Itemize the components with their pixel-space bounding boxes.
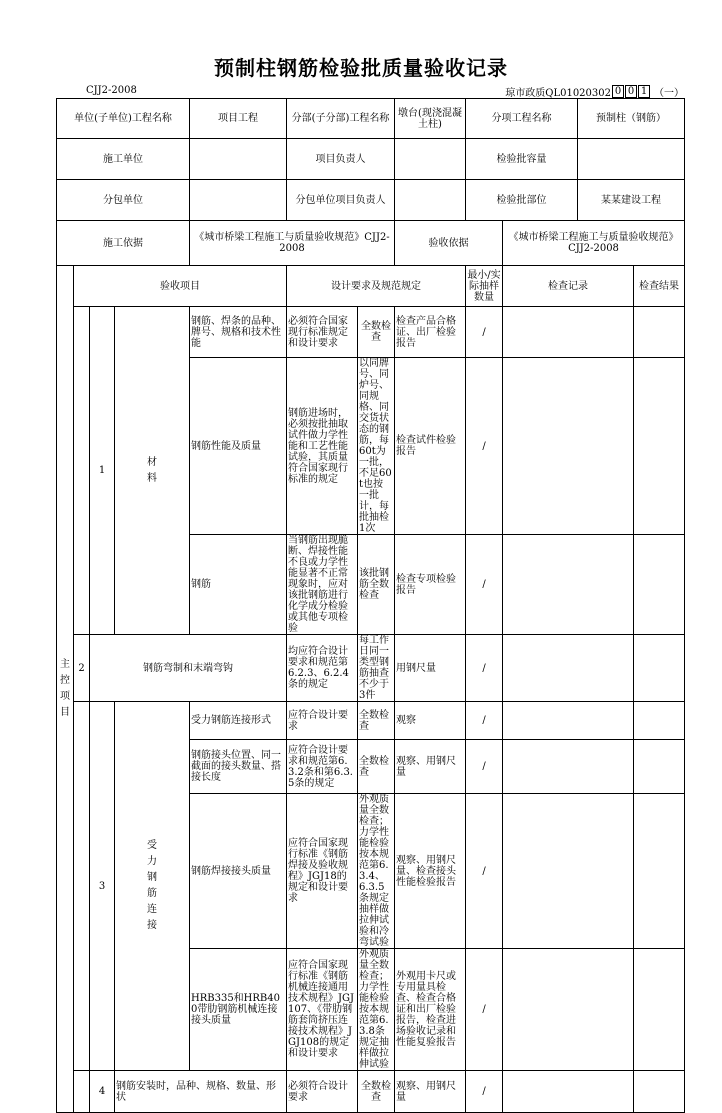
column-item: 验收项目 xyxy=(74,266,287,307)
check-record[interactable] xyxy=(503,740,634,794)
check-result[interactable] xyxy=(634,358,685,535)
check-result[interactable] xyxy=(634,307,685,358)
check-result[interactable] xyxy=(634,1071,685,1113)
basis-label: 施工依据 xyxy=(57,221,190,266)
item-name: 钢筋接头位置、同一截面的接头数量、搭接长度 xyxy=(190,740,287,794)
construction-unit-value[interactable] xyxy=(190,139,287,180)
requirement-text: 当钢筋出现脆断、焊接性能不良或力学性能显著不正常现象时，应对该批钢筋进行化学成分检验或其他专项检验 xyxy=(287,535,358,635)
check-quantity: 外观质量全数检查；力学性能检验按本规范第6.3.4、6.3.5条规定抽样做拉伸试验和冷弯试验 xyxy=(358,794,395,949)
sub-leader-value[interactable] xyxy=(395,180,466,221)
check-quantity: 全数检查 xyxy=(358,307,395,358)
sample-count[interactable]: / xyxy=(466,1071,503,1113)
item-name: HRB335和HRB400带肋钢筋机械连接接头质量 xyxy=(190,949,287,1071)
form-number-suffix: （一） xyxy=(654,88,684,99)
requirement-text: 应符合设计要求和规范第6.3.2条和第6.3.5条的规定 xyxy=(287,740,358,794)
spacer xyxy=(74,1071,90,1113)
check-result[interactable] xyxy=(634,635,685,702)
batch-capacity-value[interactable] xyxy=(578,139,685,180)
page-title: 预制柱钢筋检验批质量验收记录 xyxy=(214,56,508,80)
item-name: 钢筋、焊条的品种、牌号、规格和技术性能 xyxy=(190,307,287,358)
check-method: 观察 xyxy=(395,702,466,740)
sub-unit-value[interactable] xyxy=(190,180,287,221)
unit-name-label: 单位(子单位)工程名称 xyxy=(57,99,190,139)
sample-count[interactable]: / xyxy=(466,635,503,702)
item-name: 钢筋焊接接头质量 xyxy=(190,794,287,949)
requirement-text: 钢筋进场时，必须按批抽取试件做力学性能和工艺性能试验，其质量符合国家现行标准的规定 xyxy=(287,358,358,535)
sub-leader-label: 分包单位项目负责人 xyxy=(287,180,395,221)
check-method: 用钢尺量 xyxy=(395,635,466,702)
check-quantity: 该批钢筋全数检查 xyxy=(358,535,395,635)
batch-location-label: 检验批部位 xyxy=(466,180,578,221)
check-method: 检查产品合格证、出厂检验报告 xyxy=(395,307,466,358)
check-record[interactable] xyxy=(503,358,634,535)
division-name-label: 分部(子分部)工程名称 xyxy=(287,99,395,139)
form-number-box[interactable]: 1 xyxy=(638,85,650,98)
check-record[interactable] xyxy=(503,949,634,1071)
check-method: 外观用卡尺或专用量具检查、检查合格证和出厂检验报告，检查进场验收记录和性能复验报告 xyxy=(395,949,466,1071)
check-result[interactable] xyxy=(634,740,685,794)
main-control-label: 主 控 项 目 xyxy=(57,266,74,1113)
sample-count[interactable]: / xyxy=(466,702,503,740)
check-quantity: 全数检查 xyxy=(358,740,395,794)
construction-unit-label: 施工单位 xyxy=(57,139,190,180)
group-number: 2 xyxy=(74,635,90,702)
item-name: 受力钢筋连接形式 xyxy=(190,702,287,740)
check-quantity: 外观质量全数检查；力学性能检验按本规范第6.3.8条规定抽样做拉伸试验 xyxy=(358,949,395,1071)
check-result[interactable] xyxy=(634,702,685,740)
sample-count[interactable]: / xyxy=(466,794,503,949)
check-method: 观察、用钢尺量 xyxy=(395,1071,466,1113)
check-method: 观察、用钢尺量 xyxy=(395,740,466,794)
check-quantity: 每工作日同一类型钢筋抽查不少于3件 xyxy=(358,635,395,702)
check-method: 观察、用钢尺量、检查接头性能检验报告 xyxy=(395,794,466,949)
check-record[interactable] xyxy=(503,702,634,740)
sample-count[interactable]: / xyxy=(466,740,503,794)
column-record: 检查记录 xyxy=(503,266,634,307)
group-number: 1 xyxy=(90,307,115,635)
check-result[interactable] xyxy=(634,794,685,949)
inspection-form xyxy=(56,98,685,1113)
check-quantity: 全数检查 xyxy=(358,702,395,740)
requirement-text: 应符合国家现行标准《钢筋机械连接通用技术规程》JGJ107、《带肋钢筋套筒挤压连接技术规程》JGJ108的规定和设计要求 xyxy=(287,949,358,1071)
check-record[interactable] xyxy=(503,307,634,358)
column-sample: 最小/实际抽样数量 xyxy=(466,266,503,307)
group-number: 3 xyxy=(90,702,115,1071)
group-name-connection: 受 力 钢 筋 连 接 xyxy=(115,702,190,1071)
column-result: 检查结果 xyxy=(634,266,685,307)
check-quantity: 以同牌号、同炉号、同规格、同交货状态的钢筋，每60t为一批，不足60t也按一批计，每批抽检1次 xyxy=(358,358,395,535)
acceptance-basis-label: 验收依据 xyxy=(395,221,503,266)
subitem-name-value[interactable]: 预制柱（钢筋） xyxy=(578,99,685,139)
sub-unit-label: 分包单位 xyxy=(57,180,190,221)
batch-location-value[interactable]: 某某建设工程 xyxy=(578,180,685,221)
sample-count[interactable]: / xyxy=(466,307,503,358)
check-method: 检查专项检验报告 xyxy=(395,535,466,635)
item-name: 钢筋 xyxy=(190,535,287,635)
basis-value[interactable]: 《城市桥梁工程施工与质量验收规范》CJJ2-2008 xyxy=(190,221,395,266)
project-leader-label: 项目负责人 xyxy=(287,139,395,180)
sample-count[interactable]: / xyxy=(466,358,503,535)
standard-code: CJJ2-2008 xyxy=(86,85,137,96)
requirement-text: 均应符合设计要求和规范第6.2.3、6.2.4条的规定 xyxy=(287,635,358,702)
group-name-material: 材 料 xyxy=(115,307,190,635)
requirement-text: 应符合国家现行标准《钢筋焊接及验收规程》JGJ18的规定和设计要求 xyxy=(287,794,358,949)
subitem-name-label: 分项工程名称 xyxy=(466,99,578,139)
item-name: 钢筋性能及质量 xyxy=(190,358,287,535)
check-record[interactable] xyxy=(503,1071,634,1113)
form-number-prefix: 琼市政质QL01020302 xyxy=(505,88,611,99)
column-requirement: 设计要求及规范规定 xyxy=(287,266,466,307)
requirement-text: 必须符合国家现行标准规定和设计要求 xyxy=(287,307,358,358)
spacer xyxy=(74,307,90,635)
sample-count[interactable]: / xyxy=(466,535,503,635)
unit-name-value[interactable]: 项目工程 xyxy=(190,99,287,139)
item-name: 钢筋弯制和末端弯钩 xyxy=(90,635,287,702)
item-name: 钢筋安装时，品种、规格、数量、形状 xyxy=(115,1071,287,1113)
acceptance-basis-value[interactable]: 《城市桥梁工程施工与质量验收规范》CJJ2-2008 xyxy=(503,221,685,266)
division-name-value[interactable]: 墩台(现浇混凝土柱) xyxy=(395,99,466,139)
form-number-box[interactable]: 0 xyxy=(612,85,624,98)
spacer xyxy=(74,702,90,1071)
group-number: 4 xyxy=(90,1071,115,1113)
check-record[interactable] xyxy=(503,535,634,635)
check-record[interactable] xyxy=(503,635,634,702)
check-record[interactable] xyxy=(503,794,634,949)
check-method: 检查试件检验报告 xyxy=(395,358,466,535)
check-quantity: 全数检查 xyxy=(358,1071,395,1113)
check-result[interactable] xyxy=(634,949,685,1071)
project-leader-value[interactable] xyxy=(395,139,466,180)
requirement-text: 应符合设计要求 xyxy=(287,702,358,740)
form-number xyxy=(505,84,684,99)
requirement-text: 必须符合设计要求 xyxy=(287,1071,358,1113)
form-number-box[interactable]: 0 xyxy=(625,85,637,98)
check-result[interactable] xyxy=(634,535,685,635)
batch-capacity-label: 检验批容量 xyxy=(466,139,578,180)
sample-count[interactable]: / xyxy=(466,949,503,1071)
